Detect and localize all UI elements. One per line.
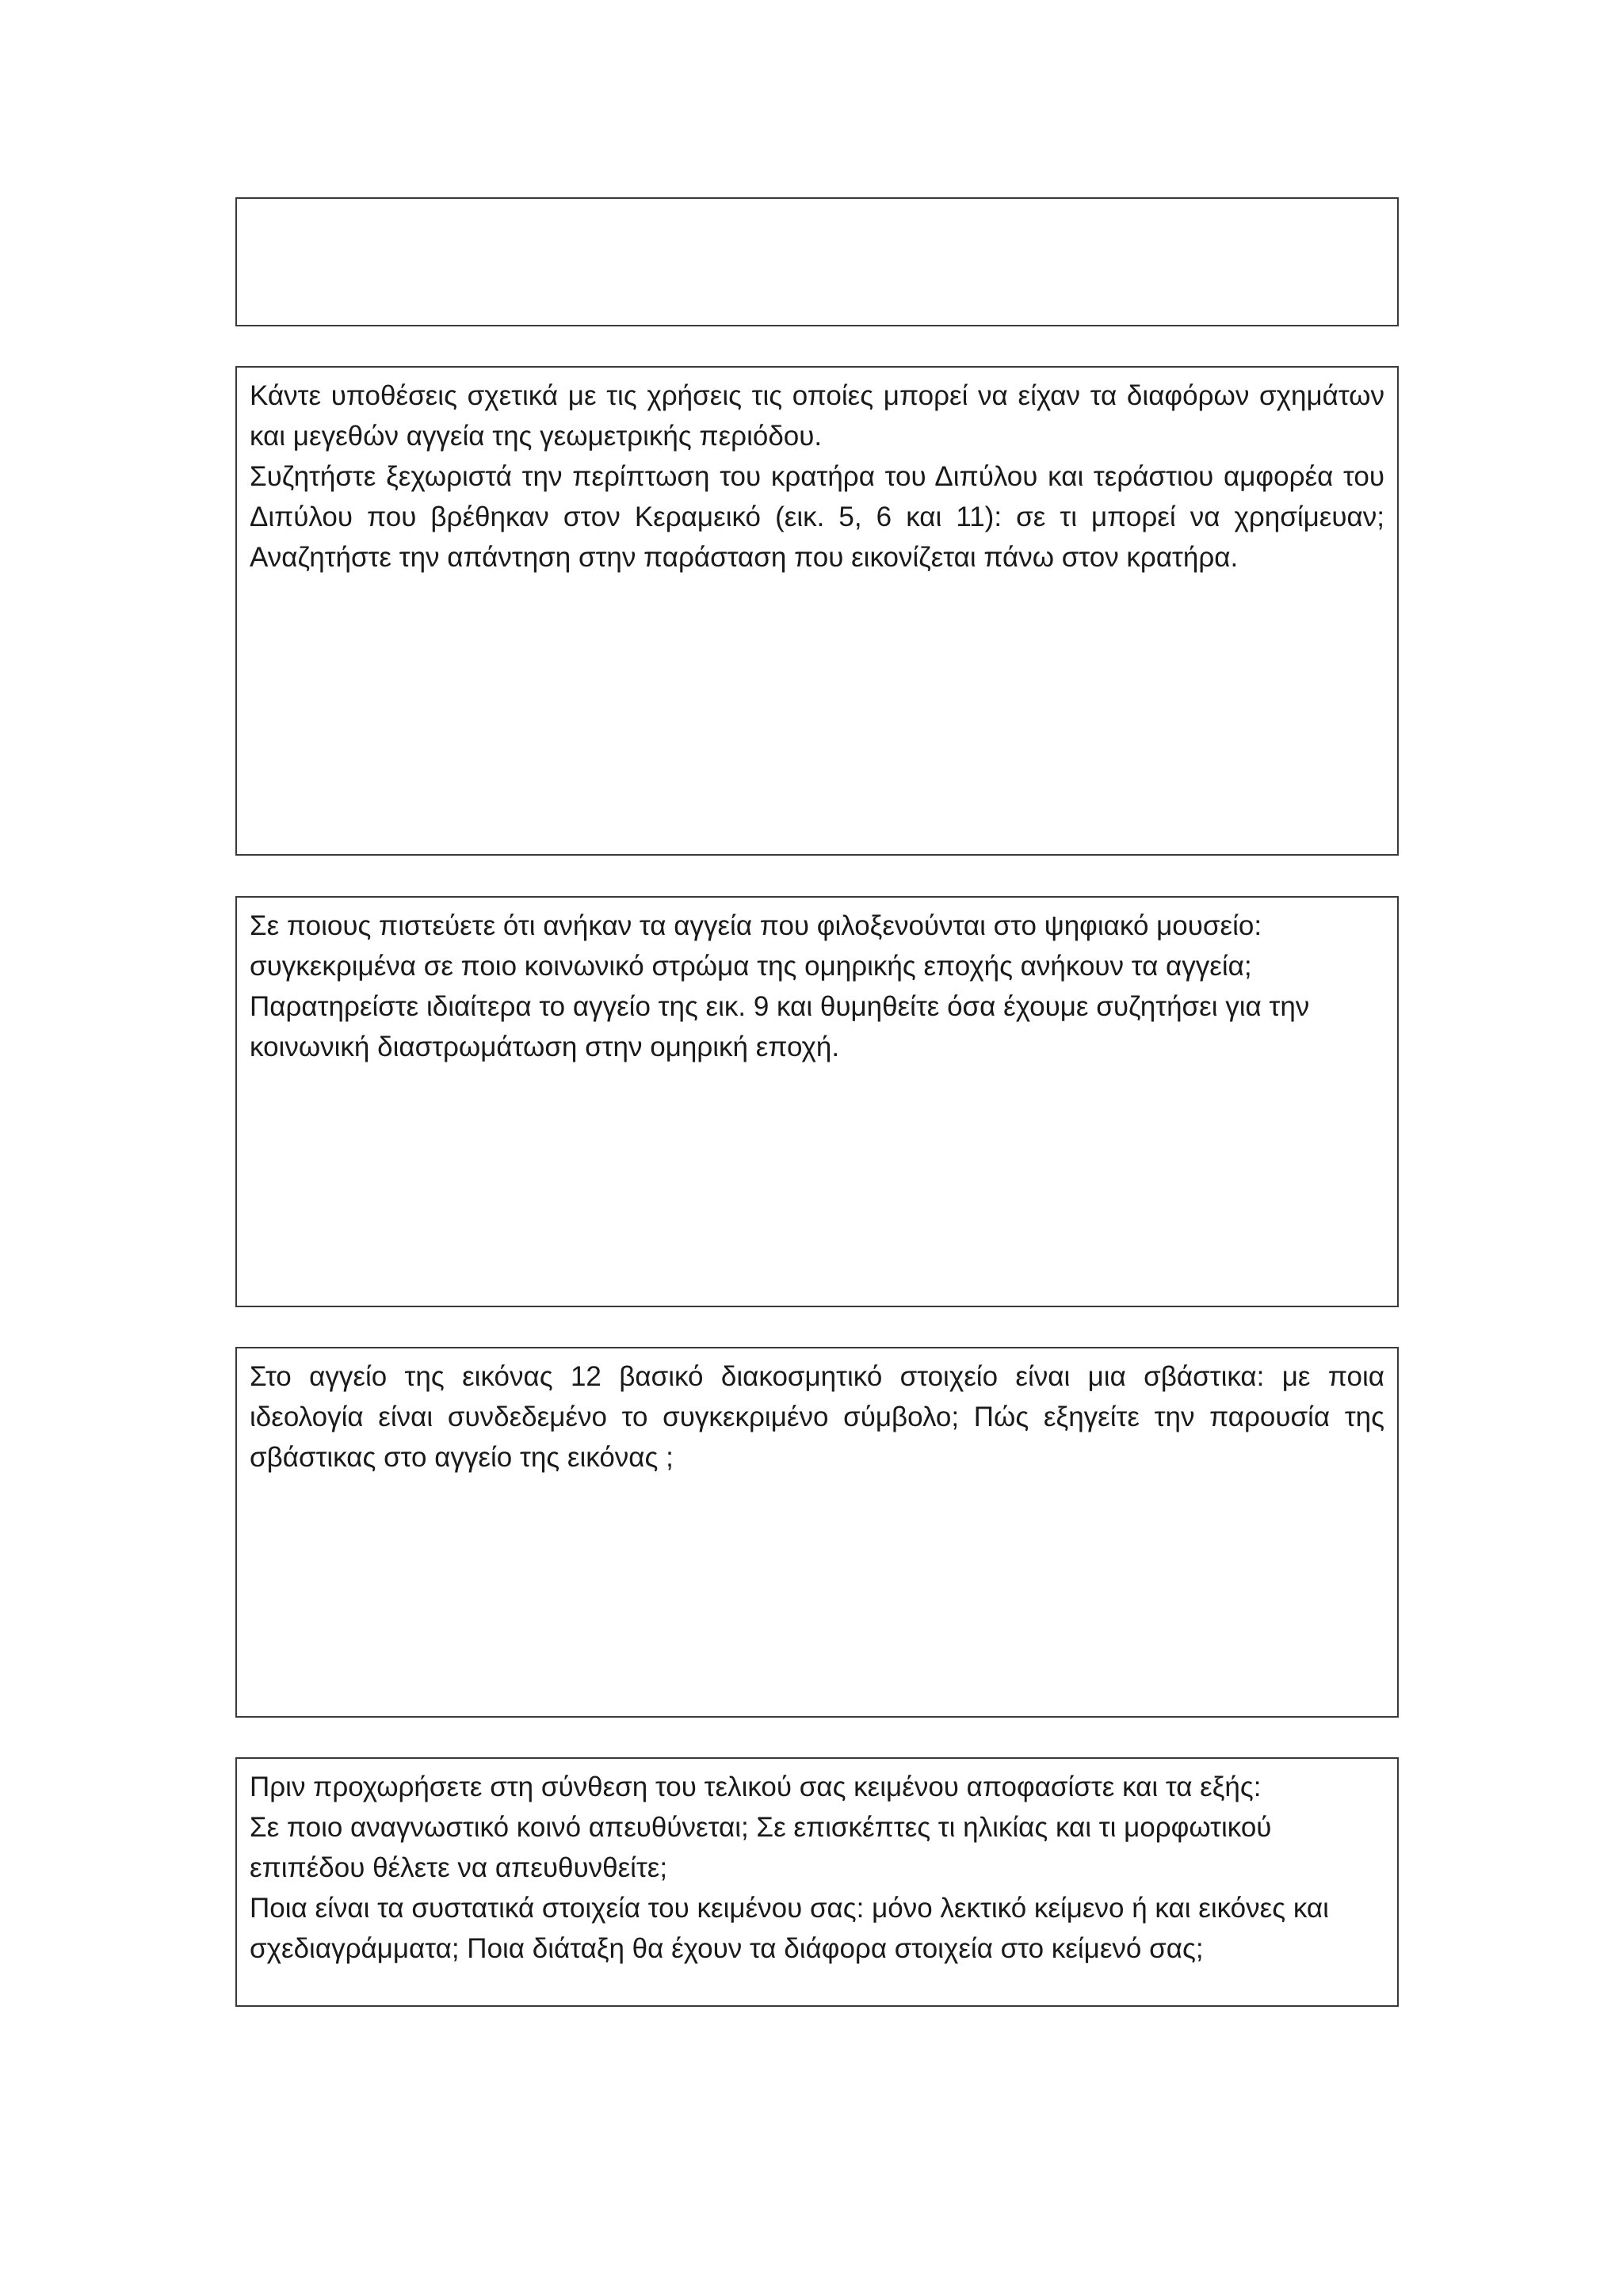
question-paragraph: Σε ποιους πιστεύετε ότι ανήκαν τα αγγεία που φιλοξενούνται στο ψηφιακό μουσείο: συγκεκριμένα σε ποιο κοινωνικό στρώμα της ομηρικής εποχής ανήκουν τα αγγεία; Παρατηρείστε ιδιαίτερα το αγγείο της εικ. 9 και θυμηθείτε όσα έχουμε συζητήσει για την κοινωνική διαστρωμάτωση στην ομηρική εποχή. [250, 910, 1310, 1062]
question-paragraph: Κάντε υποθέσεις σχετικά με τις χρήσεις τις οποίες μπορεί να είχαν τα διαφόρων σχημάτων και μεγεθών αγγεία της γεωμετρικής περιόδου. [250, 380, 1384, 452]
instruction-line: Σε ποιο αναγνωστικό κοινό απευθύνεται; Σε επισκέπτες τι ηλικίας και τι μορφωτικού επιπέδου θέλετε να απευθυνθείτε; [250, 1812, 1272, 1883]
question-box-swastika [235, 1347, 1399, 1718]
question-box-vessel-owners [235, 896, 1399, 1307]
empty-answer-box [235, 197, 1399, 326]
instruction-line: Ποια είναι τα συστατικά στοιχεία του κειμένου σας: μόνο λεκτικό κείμενο ή και εικόνες και σχεδιαγράμματα; Ποια διάταξη θα έχουν τα διάφορα στοιχεία στο κείμενό σας; [250, 1893, 1329, 1964]
instruction-box-final-text [235, 1757, 1399, 2007]
question-paragraph: Στο αγγείο της εικόνας 12 βασικό διακοσμητικό στοιχείο είναι μια σβάστικα: με ποια ιδεολογία είναι συνδεδεμένο το συγκεκριμένο σύμβολο; Πώς εξηγείτε την παρουσία της σβάστικας στο αγγείο της εικόνας ; [250, 1361, 1384, 1473]
instruction-line: Πριν προχωρήσετε στη σύνθεση του τελικού σας κειμένου αποφασίστε και τα εξής: [250, 1772, 1262, 1802]
question-box-vessel-uses [235, 366, 1399, 856]
question-paragraph: Συζητήστε ξεχωριστά την περίπτωση του κρατήρα του Διπύλου και τεράστιου αμφορέα του Διπύλου που βρέθηκαν στον Κεραμεικό (εικ. 5, 6 και 11): σε τι μπορεί να χρησίμευαν; Αναζητήστε την απάντηση στην παράσταση που εικονίζεται πάνω στον κρατήρα. [250, 461, 1384, 573]
